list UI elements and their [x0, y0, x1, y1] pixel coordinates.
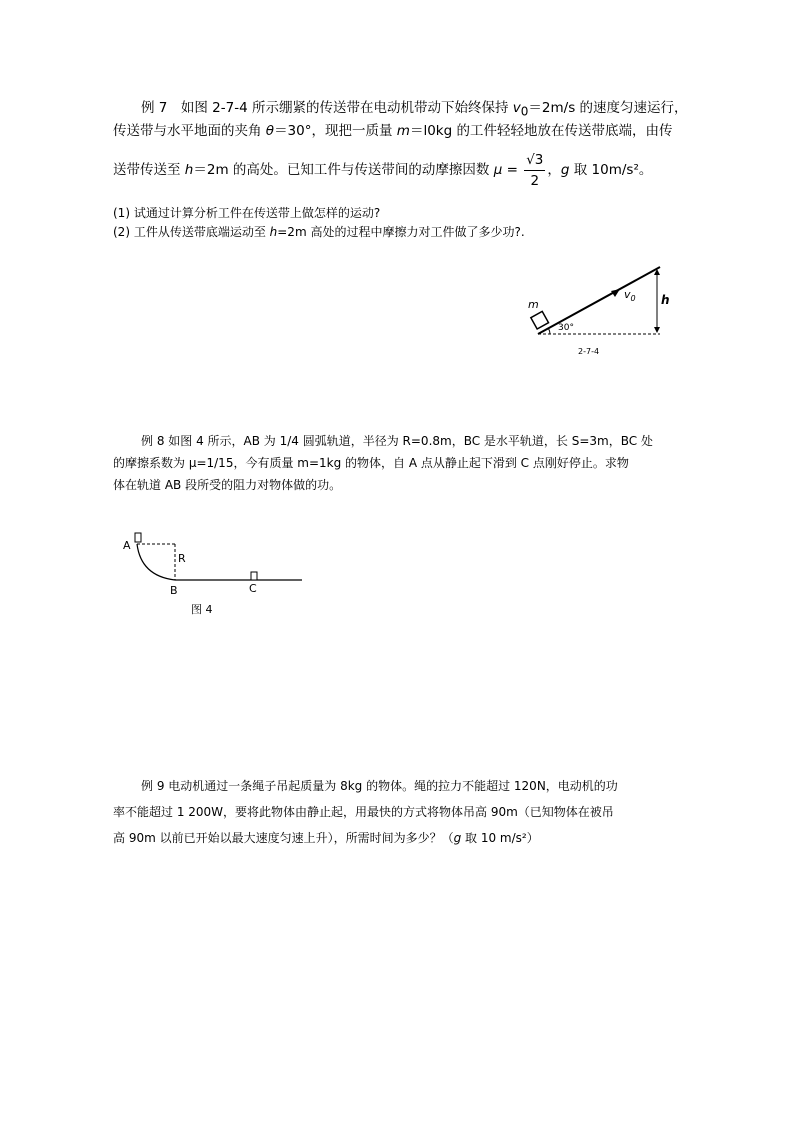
- ex7-line1: [141, 97, 688, 123]
- ex7-q2-text-b: =2m 高处的过程中摩擦力对工件做了多少功?.: [277, 225, 525, 239]
- velocity-arrow-head: [611, 289, 620, 297]
- figure-caption-4: 图 4: [191, 603, 213, 616]
- height-symbol: h: [184, 162, 194, 178]
- ex9-line2: 率不能超过 1 200W，要将此物体由静止起，用最快的方式将物体吊高 90m（已知物体在被吊: [113, 805, 614, 819]
- velocity-arrow-line: [578, 291, 616, 312]
- theta-symbol: θ: [265, 123, 275, 139]
- ex7-question-2: [113, 221, 525, 243]
- workpiece-block: [531, 311, 549, 329]
- ex7-line2-text-a: 传送带与水平地面的夹角: [113, 123, 266, 139]
- ex9-line1: 例 9 电动机通过一条绳子吊起质量为 8kg 的物体。绳的拉力不能超过 120N，电动机的功: [141, 779, 618, 793]
- ex8-line1: 例 8 如图 4 所示，AB 为 1/4 圆弧轨道，半径为 R=0.8m，BC 是水平轨道，长 S=3m，BC 处: [141, 434, 653, 448]
- g-symbol: g: [560, 162, 570, 178]
- radius-label: R: [178, 552, 186, 565]
- ex9-line3-text-a: 高 90m 以前已开始以最大速度匀速上升），所需时间为多少？（: [113, 831, 454, 845]
- ex7-line2-text-b: ＝30°，现把一质量: [274, 123, 397, 139]
- ex7-line3-text-a: 送带传送至: [113, 162, 185, 178]
- ex8-line2: 的摩擦系数为 μ=1/15，今有质量 m=1kg 的物体，自 A 点从静止起下滑到 C 点刚好停止。求物: [113, 456, 629, 470]
- ex9-g-symbol: g: [453, 831, 462, 845]
- ex7-line1-text-a: 例 7 如图 2-7-4 所示绷紧的传送带在电动机带动下始终保持: [141, 100, 513, 116]
- height-label: h: [661, 293, 670, 307]
- ex7-line3-text-b: ＝2m 的高处。已知工件与传送带间的动摩擦因数: [193, 162, 494, 178]
- ex7-q2-text-a: (2) 工件从传送带底端运动至: [113, 225, 270, 239]
- ex7-line3-text-d: 取 10m/s²。: [569, 162, 653, 178]
- height-arrow-down: [654, 327, 660, 333]
- track-figure: [115, 528, 315, 618]
- point-b-label: B: [170, 584, 178, 597]
- ex7-line1-text-b: ＝2m/s 的速度匀速运行，: [528, 100, 688, 116]
- angle-arc: [549, 329, 551, 335]
- ex9-line3-text-b: 取 10 m/s²）: [461, 831, 539, 845]
- velocity-label: [624, 288, 636, 303]
- ex7-line3: [113, 148, 652, 192]
- ex7-line2-text-c: ＝l0kg 的工件轻轻地放在传送带底端，由传: [409, 123, 673, 139]
- ex7-line3-text-c: ，: [547, 162, 561, 178]
- mass-label: m: [528, 298, 539, 311]
- block-at-c: [251, 572, 257, 580]
- quarter-arc-track: [137, 544, 175, 580]
- ex7-line2: [113, 120, 672, 142]
- velocity-label-v: v: [624, 288, 631, 301]
- mu-symbol: μ: [493, 162, 503, 178]
- conveyor-figure: [520, 262, 680, 362]
- ex8-line3: 体在轨道 AB 段所受的阻力对物体做的功。: [113, 478, 342, 492]
- point-a-label: A: [123, 539, 131, 552]
- point-c-label: C: [249, 582, 257, 595]
- q2-height-symbol: h: [269, 225, 278, 239]
- angle-label: 30°: [558, 323, 574, 333]
- ex7-question-1: (1) 试通过计算分析工件在传送带上做怎样的运动?: [113, 206, 381, 220]
- velocity-label-sub: 0: [630, 294, 636, 303]
- v0-subscript: 0: [520, 104, 529, 119]
- mu-equals: =: [502, 162, 523, 178]
- mu-denominator: 2: [530, 172, 540, 189]
- mass-symbol: m: [396, 123, 410, 139]
- mu-fraction: [524, 150, 545, 191]
- mu-numerator: √3: [524, 150, 545, 171]
- v0-symbol: v: [512, 100, 521, 116]
- block-at-a: [135, 533, 141, 542]
- ex9-line3: [113, 827, 539, 849]
- figure-caption-2-7-4: 2-7-4: [578, 347, 600, 356]
